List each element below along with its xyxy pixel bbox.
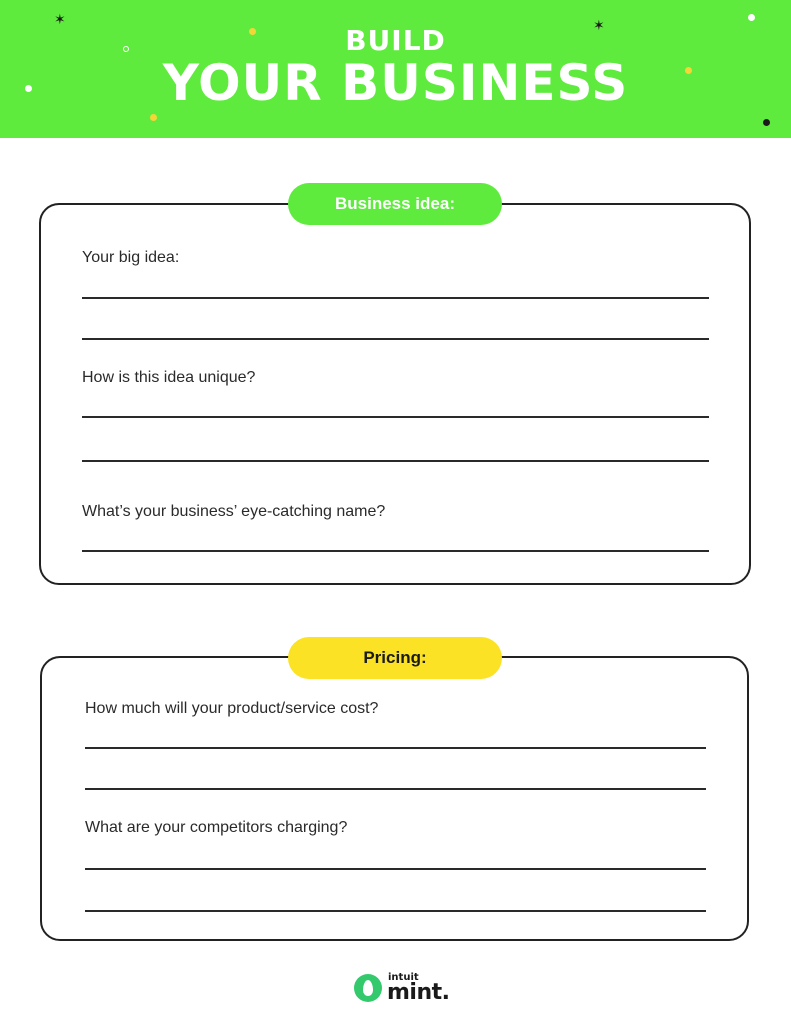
banner-wave-edge [0, 124, 791, 142]
answer-line[interactable] [85, 910, 706, 912]
title-build: BUILD [345, 24, 446, 57]
answer-line[interactable] [82, 550, 709, 552]
star-decoration-icon: ✶ [593, 17, 605, 33]
dot-decoration-icon [748, 14, 755, 21]
pricing-section [40, 656, 749, 941]
intuit-mint-logo [354, 972, 454, 1006]
answer-line[interactable] [82, 297, 709, 299]
logo-mint-text: mint. [387, 980, 450, 1005]
answer-line[interactable] [85, 747, 706, 749]
answer-line[interactable] [82, 416, 709, 418]
answer-line[interactable] [82, 460, 709, 462]
question-big-idea: Your big idea: [82, 249, 180, 266]
dot-decoration-icon [25, 85, 32, 92]
logo-intuit-text: intuit [388, 972, 419, 983]
circle-decoration-icon [123, 46, 129, 52]
question-product-cost: How much will your product/service cost? [85, 700, 379, 717]
question-competitors: What are your competitors charging? [85, 819, 348, 836]
dot-decoration-icon [150, 114, 157, 121]
header-banner [0, 0, 791, 138]
dot-decoration-icon [763, 119, 770, 126]
question-business-name: What’s your business’ eye-catching name? [82, 503, 386, 520]
mint-leaf-icon [354, 974, 382, 1002]
answer-line[interactable] [85, 788, 706, 790]
star-decoration-icon: ✶ [54, 11, 66, 27]
answer-line[interactable] [82, 338, 709, 340]
title-your-business: YOUR BUSINESS [162, 54, 629, 112]
pricing-label: Pricing: [288, 637, 502, 679]
question-unique: How is this idea unique? [82, 369, 256, 386]
dot-decoration-icon [685, 67, 692, 74]
dot-decoration-icon [249, 28, 256, 35]
business-idea-label: Business idea: [288, 183, 502, 225]
answer-line[interactable] [85, 868, 706, 870]
